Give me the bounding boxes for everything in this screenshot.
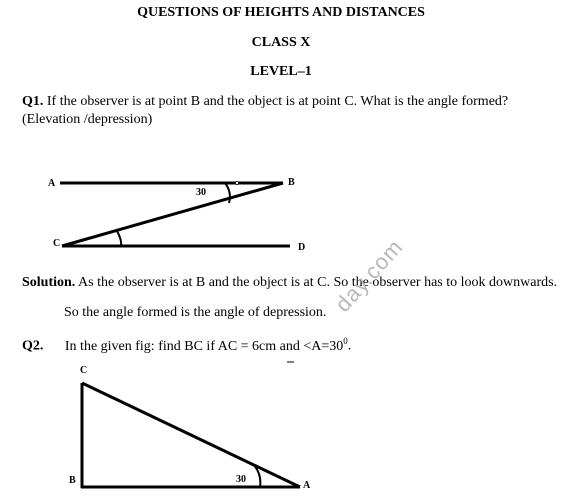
label-a: A [48,178,56,189]
degree-superscript: 0 [343,336,348,346]
q1-label: Q1. [22,94,44,109]
watermark: day.com [330,234,408,317]
q2-text: In the given fig: find BC if AC = 6cm and <A=30 [64,338,344,354]
solution-label: Solution. [22,275,76,290]
q1-text-line2: (Elevation /depression) [22,112,153,127]
q2-label: Q2. [22,338,44,354]
label-b: B [288,177,295,188]
side-ca [82,383,300,487]
solution-line2: So the angle formed is the angle of depression. [64,305,327,320]
class-heading: CLASS X [251,35,311,50]
level-heading: LEVEL–1 [250,64,312,79]
label-c: C [53,238,61,249]
angle-label-30-2: 30 [236,474,246,485]
solution-text: As the observer is at B and the object is at C. So the observer has to look downwards. [78,275,558,290]
angle-label-30: 30 [196,187,206,198]
q1-text: If the observer is at point B and the object is at point C. What is the angle formed? [46,94,509,109]
label-c-2: C [80,365,88,376]
page-title: QUESTIONS OF HEIGHTS AND DISTANCES [137,5,425,20]
label-d: D [298,242,306,253]
label-b-2: B [69,475,76,486]
label-a-2: A [303,480,311,491]
q2-end: . [347,338,352,354]
